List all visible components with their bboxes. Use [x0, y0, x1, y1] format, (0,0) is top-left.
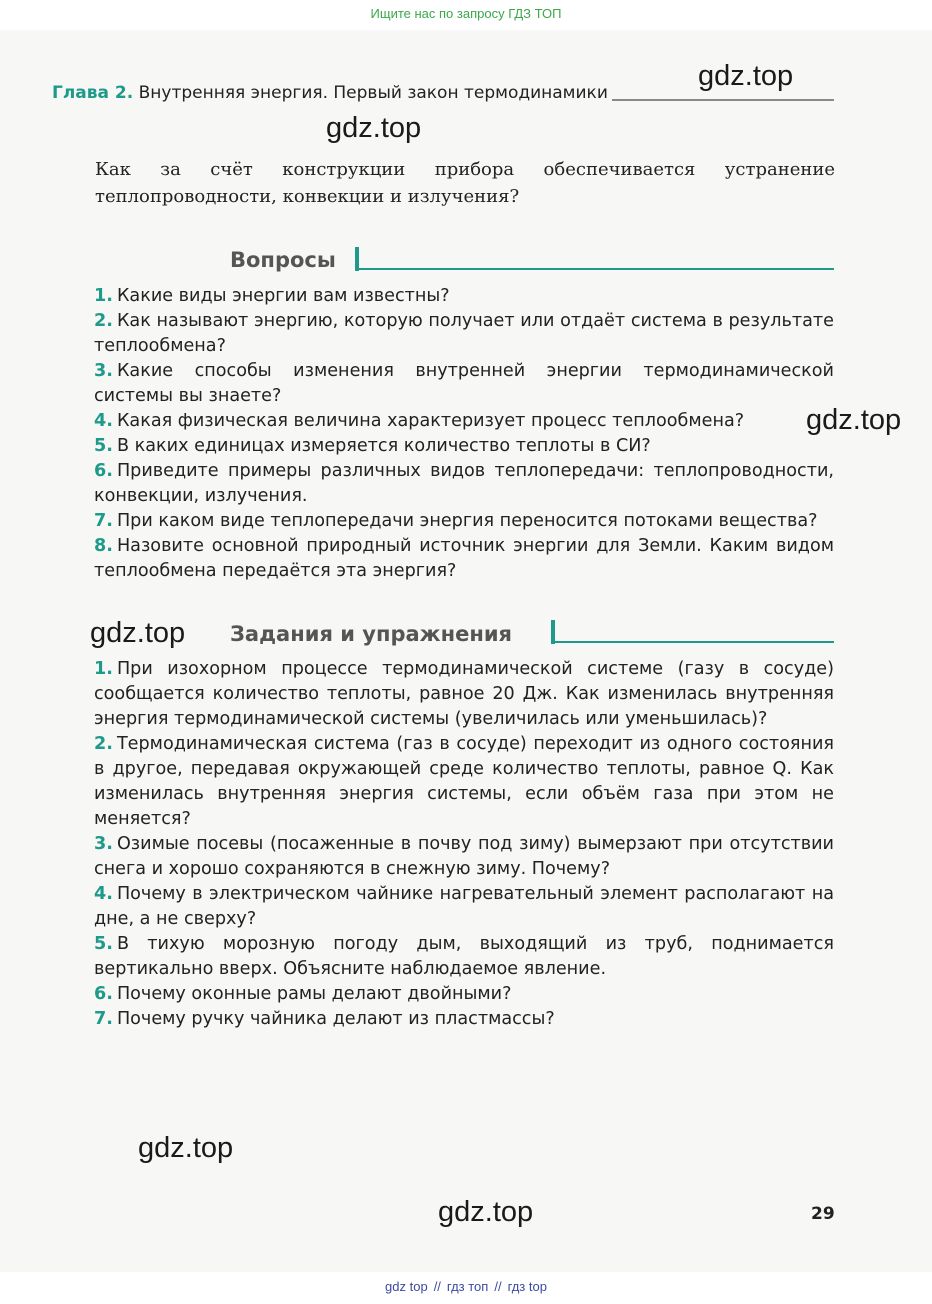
- question-item: [94, 534, 834, 584]
- chapter-rule: [612, 99, 834, 101]
- chapter-header: [52, 83, 608, 103]
- chapter-title: Внутренняя энергия. Первый закон термодинамики: [138, 83, 608, 103]
- item-number: 7.: [94, 511, 113, 531]
- item-number: 8.: [94, 536, 113, 556]
- questions-title: Вопросы: [230, 248, 336, 272]
- item-number: 6.: [94, 461, 113, 481]
- banner-separator: //: [494, 1279, 502, 1294]
- exercise-item: [94, 932, 834, 982]
- watermark: gdz.top: [438, 1196, 534, 1228]
- item-text: При изохорном процессе термодинамической системе (газу в сосуде) сообщается количество теплоты, равное 20 Дж. Как изменилась внутренняя энергия термодинамической системы (увеличилась или уменьшилась)?: [94, 659, 834, 729]
- item-number: 7.: [94, 1009, 113, 1029]
- watermark: gdz.top: [698, 60, 794, 92]
- chapter-label: Глава 2.: [52, 83, 134, 103]
- item-number: 1.: [94, 659, 113, 679]
- item-number: 6.: [94, 984, 113, 1004]
- question-item: [94, 284, 834, 309]
- intro-question: Как за счёт конструкции прибора обеспечивается устранение теплопроводности, конвекции и излучения?: [95, 159, 835, 207]
- watermark: gdz.top: [806, 404, 902, 436]
- item-number: 2.: [94, 311, 113, 331]
- banner-link[interactable]: гдз топ: [446, 1279, 489, 1294]
- item-text: Почему оконные рамы делают двойными?: [116, 984, 512, 1004]
- banner-link[interactable]: gdz top: [385, 1279, 428, 1294]
- exercise-item: [94, 982, 834, 1007]
- item-number: 3.: [94, 361, 113, 381]
- exercise-item: [94, 1007, 834, 1032]
- exercise-item: [94, 882, 834, 932]
- bottom-banner: [0, 1279, 932, 1294]
- item-text: Назовите основной природный источник энергии для Земли. Каким видом теплообмена передаётся эта энергия?: [94, 536, 834, 581]
- banner-separator: //: [433, 1279, 441, 1294]
- exercises-list: [94, 657, 834, 1032]
- top-banner[interactable]: Ищите нас по запросу ГДЗ ТОП: [370, 6, 562, 21]
- item-text: Какие способы изменения внутренней энергии термодинамической системы вы знаете?: [94, 361, 834, 406]
- exercises-title-rule: [555, 641, 834, 643]
- item-number: 5.: [94, 934, 113, 954]
- question-item: [94, 359, 834, 409]
- item-text: Приведите примеры различных видов теплопередачи: теплопроводности, конвекции, излучения.: [94, 461, 834, 506]
- item-text: Почему в электрическом чайнике нагревательный элемент располагают на дне, а не сверху?: [94, 884, 834, 929]
- item-text: Какие виды энергии вам известны?: [116, 286, 450, 306]
- item-number: 2.: [94, 734, 113, 754]
- item-text: Озимые посевы (посаженные в почву под зиму) вымерзают при отсутствии снега и хорошо сохраняются в снежную зиму. Почему?: [94, 834, 834, 879]
- item-number: 5.: [94, 436, 113, 456]
- item-number: 4.: [94, 884, 113, 904]
- question-item: [94, 409, 834, 434]
- question-item: [94, 434, 834, 459]
- exercise-item: [94, 732, 834, 832]
- item-number: 4.: [94, 411, 113, 431]
- question-item: [94, 309, 834, 359]
- item-text: Какая физическая величина характеризует процесс теплообмена?: [116, 411, 745, 431]
- question-item: [94, 509, 834, 534]
- page-number: 29: [811, 1204, 835, 1224]
- item-text: В каких единицах измеряется количество теплоты в СИ?: [116, 436, 651, 456]
- item-text: Почему ручку чайника делают из пластмассы?: [116, 1009, 555, 1029]
- question-item: [94, 459, 834, 509]
- item-number: 1.: [94, 286, 113, 306]
- questions-list: [94, 284, 834, 584]
- item-number: 3.: [94, 834, 113, 854]
- banner-link[interactable]: гдз top: [507, 1279, 547, 1294]
- item-text: В тихую морозную погоду дым, выходящий из труб, поднимается вертикально вверх. Объясните наблюдаемое явление.: [94, 934, 834, 979]
- exercise-item: [94, 832, 834, 882]
- exercises-title: Задания и упражнения: [230, 622, 513, 646]
- exercise-item: [94, 657, 834, 732]
- questions-title-rule: [359, 268, 834, 270]
- item-text: Как называют энергию, которую получает или отдаёт система в результате теплообмена?: [94, 311, 834, 356]
- textbook-page: [0, 30, 932, 1272]
- watermark: gdz.top: [138, 1132, 234, 1164]
- watermark: gdz.top: [90, 617, 186, 649]
- watermark: gdz.top: [326, 112, 422, 144]
- item-text: Термодинамическая система (газ в сосуде) переходит из одного состояния в другое, передавая окружающей среде количество теплоты, равное Q. Как изменилась внутренняя энергия системы, если объём газа при этом не меняется?: [94, 734, 834, 829]
- item-text: При каком виде теплопередачи энергия переносится потоками вещества?: [116, 511, 818, 531]
